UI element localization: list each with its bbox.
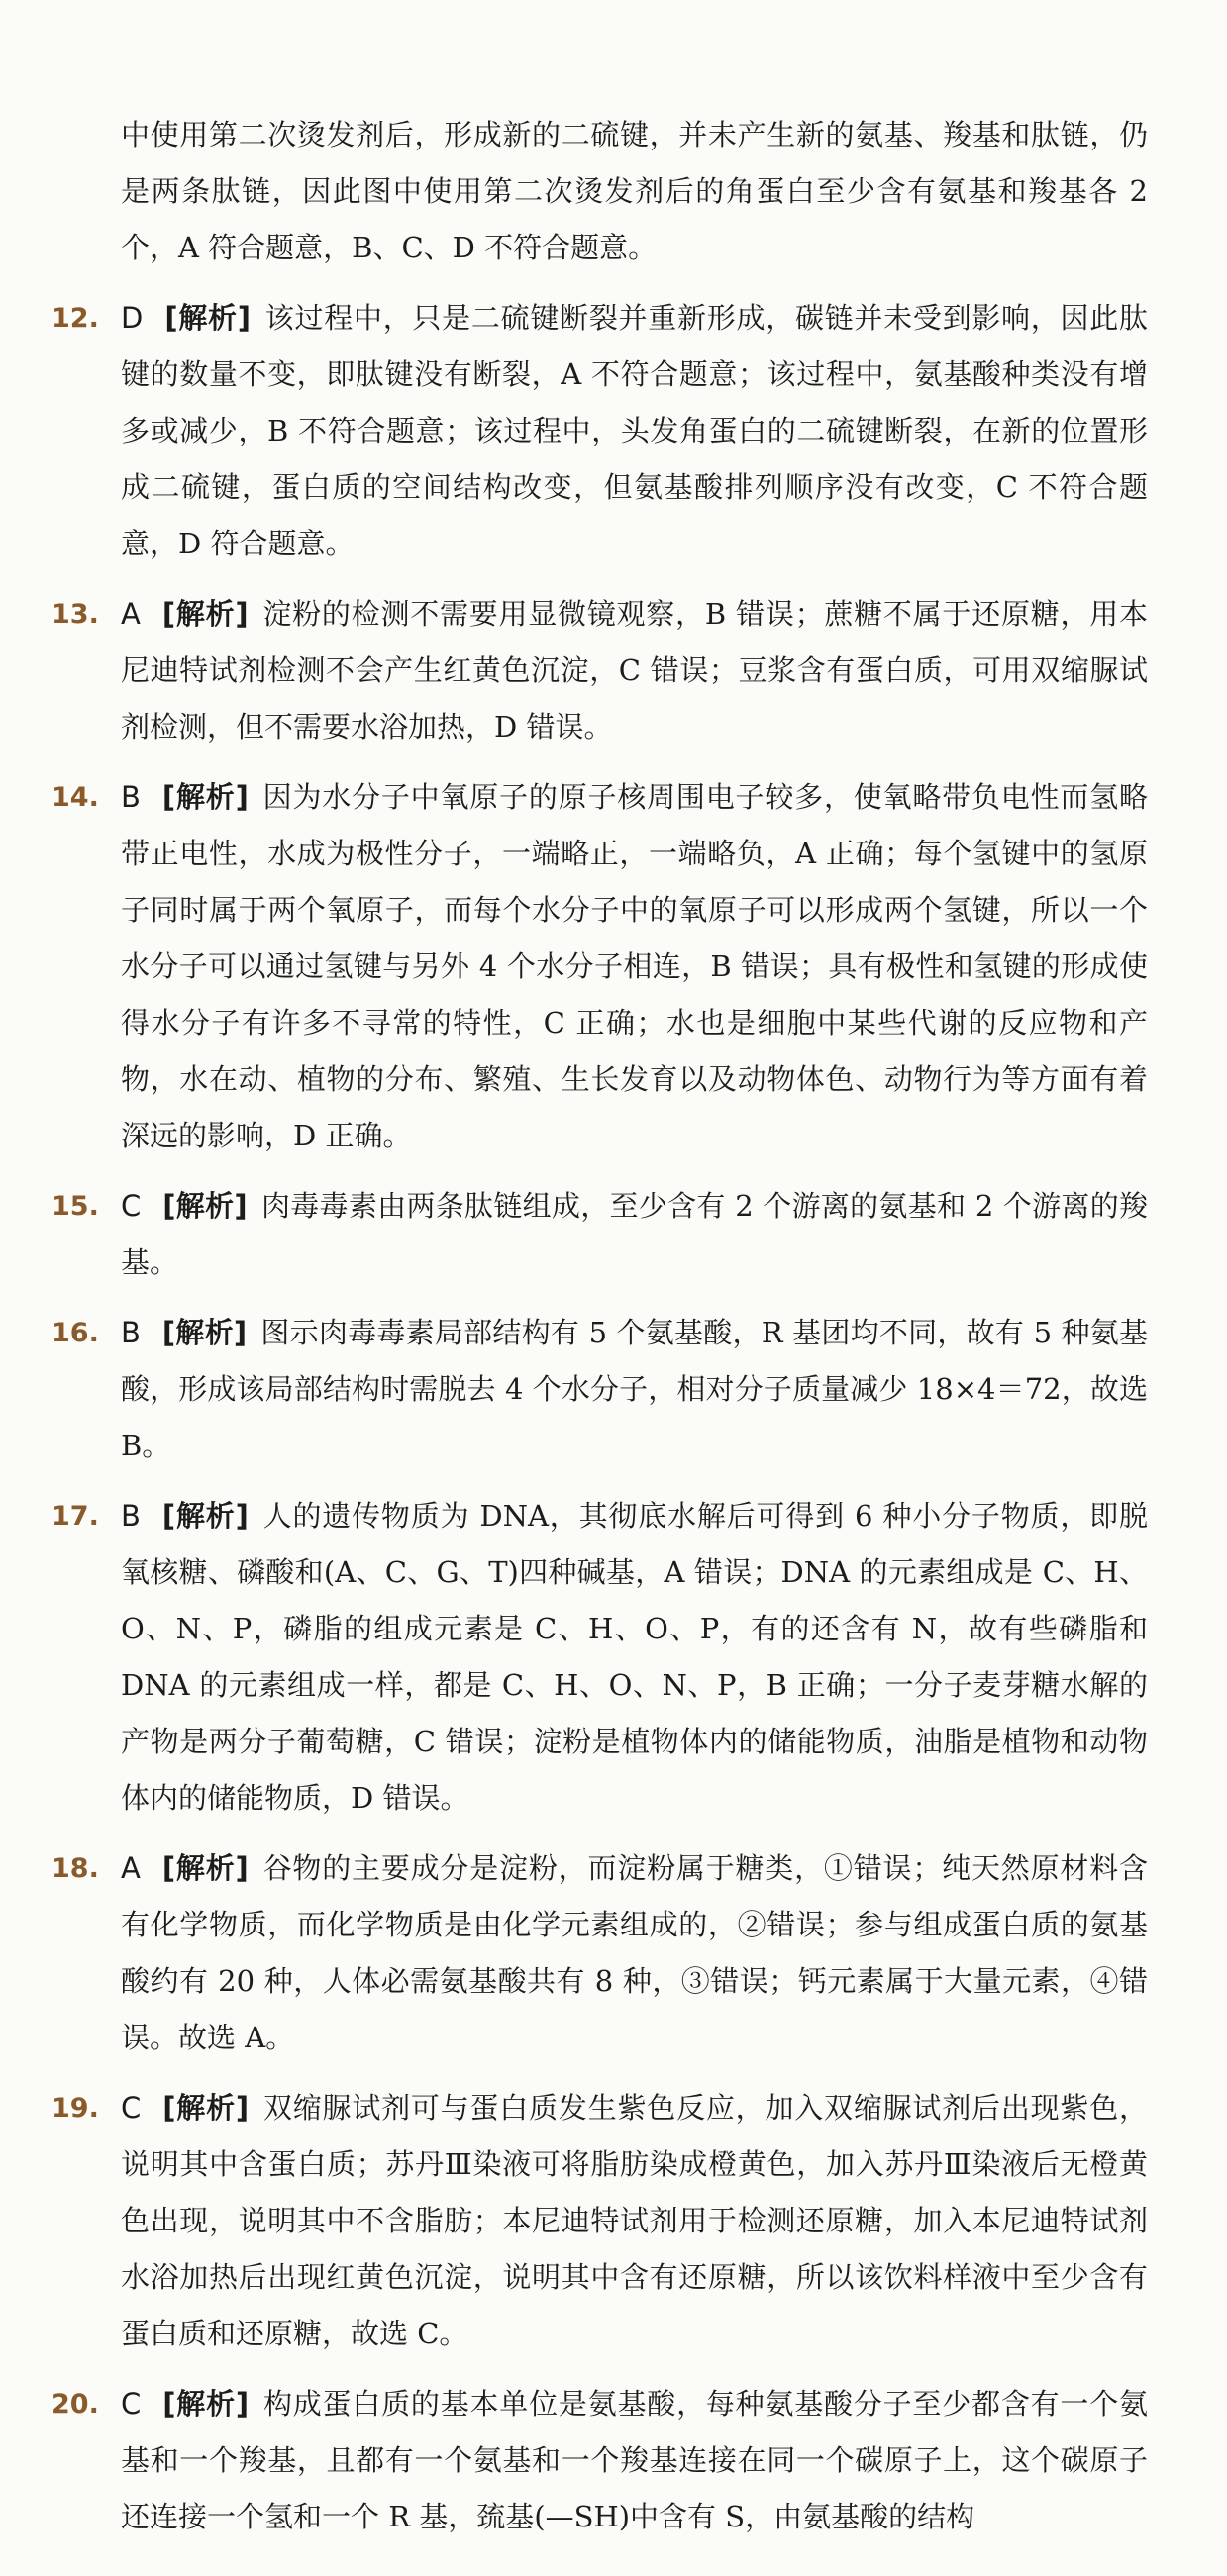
- item-number: 14.: [51, 782, 99, 813]
- analysis-tag: [解析]: [161, 597, 249, 631]
- analysis-text: 该过程中，只是二硫键断裂并重新形成，碳链并未受到影响，因此肽键的数量不变，即肽键没有断裂，A 不符合题意；该过程中，氨基酸种类没有增多或减少，B 不符合题意；该过程中，头发角蛋白的二硫键断裂，在新的位置形成二硫键，蛋白质的空间结构改变，但氨基酸排列顺序没有改变，C 不符合题意，D 符合题意。: [121, 301, 1148, 560]
- answer-letter: C: [121, 2091, 142, 2125]
- answer-item-17: [51, 1488, 1148, 1827]
- analysis-tag: [解析]: [161, 1316, 248, 1349]
- analysis-text: 人的遗传物质为 DNA，其彻底水解后可得到 6 种小分子物质，即脱氧核糖、磷酸和(A、C、G、T)四种碱基，A 错误；DNA 的元素组成是 C、H、O、N、P，磷脂的组成元素是 C、H、O、P，有的还含有 N，故有些磷脂和 DNA 的元素组成一样，都是 C、H、O、N、P，B 正确；一分子麦芽糖水解的产物是两分子葡萄糖，C 错误；淀粉是植物体内的储能物质，油脂是植物和动物体内的储能物质，D 错误。: [121, 1499, 1148, 1815]
- answer-letter: A: [121, 1851, 141, 1885]
- item-body: [121, 1488, 1148, 1827]
- item-body: [121, 2080, 1148, 2362]
- answer-letter: B: [121, 1316, 141, 1349]
- analysis-text: 谷物的主要成分是淀粉，而淀粉属于糖类，①错误；纯天然原材料含有化学物质，而化学物质是由化学元素组成的，②错误；参与组成蛋白质的氨基酸约有 20 种，人体必需氨基酸共有 8 种，③错误；钙元素属于大量元素，④错误。故选 A。: [121, 1851, 1148, 2054]
- item-body: [121, 290, 1148, 572]
- analysis-tag: [解析]: [162, 1189, 248, 1223]
- analysis-text: 构成蛋白质的基本单位是氨基酸，每种氨基酸分子至少都含有一个氨基和一个羧基，且都有一个氨基和一个羧基连接在同一个碳原子上，这个碳原子还连接一个氢和一个 R 基，巯基(—SH)中含有 S，由氨基酸的结构: [121, 2387, 1148, 2533]
- analysis-text: 图示肉毒毒素局部结构有 5 个氨基酸，R 基团均不同，故有 5 种氨基酸，形成该局部结构时需脱去 4 个水分子，相对分子质量减少 18×4＝72，故选 B。: [121, 1316, 1148, 1462]
- item-body: [121, 769, 1148, 1164]
- answer-letter: A: [121, 597, 141, 631]
- analysis-text: 因为水分子中氧原子的原子核周围电子较多，使氧略带负电性而氢略带正电性，水成为极性分子，一端略正，一端略负，A 正确；每个氢键中的氢原子同时属于两个氧原子，而每个水分子中的氧原子可以形成两个氢键，所以一个水分子可以通过氢键与另外 4 个水分子相连，B 错误；具有极性和氢键的形成使得水分子有许多不寻常的特性，C 正确；水也是细胞中某些代谢的反应物和产物，水在动、植物的分布、繁殖、生长发育以及动物体色、动物行为等方面有着深远的影响，D 正确。: [121, 780, 1148, 1152]
- analysis-tag: [解析]: [162, 2091, 250, 2125]
- answer-item-19: [51, 2080, 1148, 2362]
- item-number: 15.: [51, 1191, 99, 1222]
- analysis-text: 肉毒毒素由两条肽链组成，至少含有 2 个游离的氨基和 2 个游离的羧基。: [121, 1189, 1148, 1279]
- item-body: [121, 1305, 1148, 1474]
- analysis-text: 双缩脲试剂可与蛋白质发生紫色反应，加入双缩脲试剂后出现紫色，说明其中含蛋白质；苏丹Ⅲ染液可将脂肪染成橙黄色，加入苏丹Ⅲ染液后无橙黄色出现，说明其中不含脂肪；本尼迪特试剂用于检测还原糖，加入本尼迪特试剂水浴加热后出现红黄色沉淀，说明其中含有还原糖，所以该饮料样液中至少含有蛋白质和还原糖，故选 C。: [121, 2091, 1148, 2350]
- analysis-tag: [解析]: [161, 1851, 249, 1885]
- answer-item-14: [51, 769, 1148, 1164]
- answer-item-12: [51, 290, 1148, 572]
- answer-item-13: [51, 586, 1148, 755]
- answer-letter: C: [121, 1189, 142, 1223]
- item-body: [121, 2376, 1148, 2545]
- item-body: [121, 586, 1148, 755]
- item-body: [121, 1178, 1148, 1291]
- item-number: 18.: [51, 1853, 99, 1884]
- item-body: [121, 1840, 1148, 2066]
- item-number: 20.: [51, 2389, 99, 2420]
- analysis-text: 淀粉的检测不需要用显微镜观察，B 错误；蔗糖不属于还原糖，用本尼迪特试剂检测不会产生红黄色沉淀，C 错误；豆浆含有蛋白质，可用双缩脲试剂检测，但不需要水浴加热，D 错误。: [121, 597, 1148, 743]
- analysis-tag: [解析]: [161, 1499, 249, 1533]
- item-number: 13.: [51, 599, 99, 630]
- answer-letter: D: [121, 301, 144, 335]
- answer-letter: C: [121, 2387, 142, 2421]
- answer-item-20: [51, 2376, 1148, 2545]
- analysis-tag: [解析]: [162, 2387, 250, 2421]
- answer-letter: B: [121, 780, 141, 814]
- answer-item-15: [51, 1178, 1148, 1291]
- item-number: 19.: [51, 2093, 99, 2124]
- analysis-tag: [解析]: [164, 301, 252, 335]
- item-number: 12.: [51, 303, 99, 334]
- answer-item-18: [51, 1840, 1148, 2066]
- analysis-tag: [解析]: [161, 780, 249, 814]
- continuation-paragraph: 中使用第二次烫发剂后，形成新的二硫键，并未产生新的氨基、羧基和肽链，仍是两条肽链，因此图中使用第二次烫发剂后的角蛋白至少含有氨基和羧基各 2 个，A 符合题意，B、C、D 不符合题意。: [121, 118, 1148, 264]
- item-number: 17.: [51, 1501, 99, 1532]
- item-number: 16.: [51, 1318, 99, 1348]
- answer-letter: B: [121, 1499, 141, 1533]
- answer-item-16: [51, 1305, 1148, 1474]
